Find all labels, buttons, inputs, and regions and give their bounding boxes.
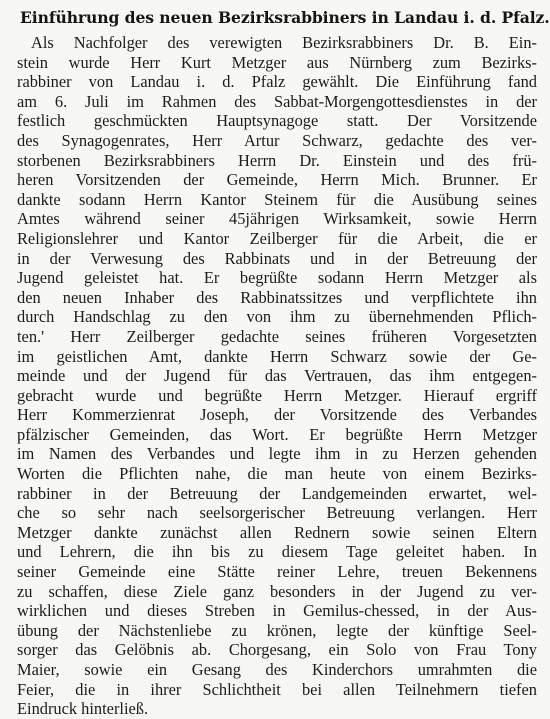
- text-line: Als Nachfolger des verewigten Bezirksrabbiners Dr. B. Ein-: [31, 33, 537, 52]
- text-line: den neuen Inhaber des Rabbinatssitzes und verpflichtete ihn: [17, 287, 537, 307]
- text-line: im geistlichen Amt, dankte Herrn Schwarz sowie der Ge-: [17, 346, 537, 366]
- text-line: meinde und der Jugend für das Vertrauen, das ihm entgegen-: [17, 366, 537, 386]
- text-line: seiner Gemeinde eine Stätte reiner Lehre, treuen Bekennens: [17, 562, 537, 582]
- text-line: stein wurde Herr Kurt Metzger aus Nürnberg zum Bezirks-: [17, 52, 537, 72]
- text-line: Jugend geleistet hat. Er begrüßte sodann Herrn Metzger als: [17, 268, 537, 288]
- text-line: in der Verwesung des Rabbinats und in der Betreuung der: [17, 248, 537, 268]
- text-line: festlich geschmückten Hauptsynagoge statt. Der Vorsitzende: [17, 111, 537, 131]
- text-line: gebracht wurde und begrüßte Herrn Metzger. Hierauf ergriff: [17, 385, 537, 405]
- text-line: übung der Nächstenliebe zu krönen, legte der künftige Seel-: [17, 620, 537, 640]
- text-line: zu schaffen, diese Ziele ganz besonders in der Jugend zu ver-: [17, 581, 537, 601]
- text-line: durch Handschlag zu den von ihm zu übernehmenden Pflich-: [17, 307, 537, 327]
- text-line: und Lehrern, die ihn bis zu diesem Tage geleitet haben. In: [17, 542, 537, 562]
- text-line: Worten die Pflichten nahe, die man heute von einem Bezirks-: [17, 464, 537, 484]
- article-headline: Einführung des neuen Bezirksrabbiners in Landau i. d. Pfalz.: [20, 8, 550, 27]
- text-line: Maier, sowie ein Gesang des Kinderchors umrahmten die: [17, 660, 537, 679]
- text-line: storbenen Bezirksrabbiners Herrn Dr. Einstein und des frü-: [17, 150, 537, 170]
- text-line: Metzger dankte zunächst allen Rednern sowie seinen Eltern: [17, 522, 537, 542]
- text-line: rabbiner in der Betreuung der Landgemeinden erwartet, wel-: [17, 483, 537, 503]
- text-line: heren Vorsitzenden der Gemeinde, Herrn Mich. Brunner. Er: [17, 170, 537, 190]
- text-line: che so sehr nach seelsorgerischer Betreuung verlangen. Herr: [17, 503, 537, 523]
- text-line: ten.' Herr Zeilberger gedachte seines früheren Vorgesetzten: [17, 326, 537, 346]
- text-line: Eindruck hinterließ.: [17, 699, 149, 719]
- text-line: pfälzischer Gemeinden, das Wort. Er begrüßte Herrn Metzger: [17, 424, 537, 444]
- text-line: Herr Kommerzienrat Joseph, der Vorsitzende des Verbandes: [17, 405, 537, 425]
- text-line: Amtes während seiner 45jährigen Wirksamkeit, sowie Herrn: [17, 209, 537, 229]
- article-body: [17, 33, 537, 719]
- text-line: wirklichen und dieses Streben in Gemilus-chessed, in der Aus-: [17, 601, 537, 621]
- text-line: sorger das Gelöbnis ab. Chorgesang, ein Solo von Frau Tony: [17, 640, 537, 660]
- text-line: dankte sodann Herrn Kantor Steinem für die Ausübung seines: [17, 189, 537, 209]
- text-line: Feier, die in ihrer Schlichtheit bei allen Teilnehmern tiefen: [17, 679, 537, 699]
- text-line: im Namen des Verbandes und legte ihm in zu Herzen gehenden: [17, 444, 537, 464]
- text-line: Religionslehrer und Kantor Zeilberger für die Arbeit, die er: [17, 228, 537, 248]
- text-line: rabbiner von Landau i. d. Pfalz gewählt. Die Einführung fand: [17, 72, 537, 92]
- text-line: des Synagogenrates, Herr Artur Schwarz, gedachte des ver-: [17, 130, 537, 150]
- text-line: am 6. Juli im Rahmen des Sabbat-Morgengottesdienstes in der: [17, 91, 537, 111]
